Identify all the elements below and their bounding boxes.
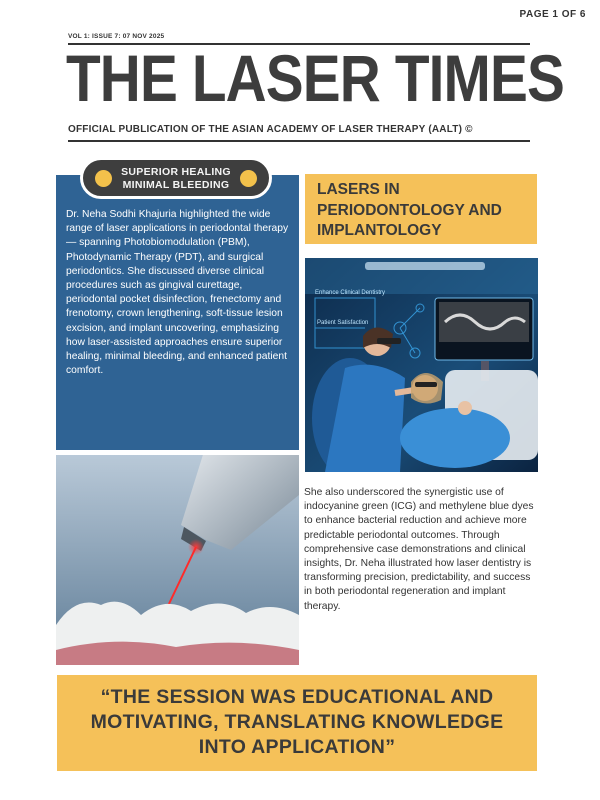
masthead-title: THE LASER TIMES (66, 41, 564, 115)
masthead-subtitle: OFFICIAL PUBLICATION OF THE ASIAN ACADEMY OF LASER THERAPY (AALT) © (68, 124, 473, 135)
badge-line-1: SUPERIOR HEALING (121, 166, 231, 178)
article-heading-box (305, 174, 537, 244)
badge-dot-left (95, 170, 112, 187)
page-number: PAGE 1 OF 6 (519, 9, 586, 20)
pull-quote-box (57, 675, 537, 771)
badge-line-2: MINIMAL BLEEDING (122, 179, 230, 191)
issue-line: VOL 1: ISSUE 7: 07 NOV 2025 (68, 33, 165, 40)
article-body-left: Dr. Neha Sodhi Khajuria highlighted the wide range of laser applications in periodontal therapy — spanning Photobiomodulation (PBM), Photodynamic Therapy (PDT), and surgical periodontics. She discussed diverse clinical procedures such as gingival curettage, periodontal pocket disinfection, frenectomy and frenotomy, crown lengthening, soft-tissue lesion excision, and implant uncovering, emphasizing how laser-assisted approaches ensure superior healing, minimal bleeding, and enhanced patient comfort. (66, 209, 289, 377)
badge-dot-right (240, 170, 257, 187)
article-heading: LASERS IN PERIODONTOLOGY AND IMPLANTOLOGY (317, 181, 502, 239)
masthead-bottom-rule (68, 140, 530, 142)
dental-clinic-photo (305, 258, 538, 472)
highlight-badge (80, 157, 272, 199)
laser-tooth-photo (56, 455, 299, 665)
article-body-right: She also underscored the synergistic use of indocyanine green (ICG) and methylene blue dyes to enhance bacterial reduction and achieve more predictable periodontal outcomes. Through comprehensive case demonstrations and clinical insights, Dr. Neha illustrated how laser dentistry is transforming precision, predictability, and success in both periodontal regeneration and implant therapy. (304, 487, 534, 612)
badge-text (113, 166, 239, 192)
screen-label-2: Patient Satisfaction (317, 320, 369, 326)
screen-label-1: Enhance Clinical Dentistry (315, 290, 386, 296)
pull-quote: “THE SESSION WAS EDUCATIONAL AND MOTIVATING, TRANSLATING KNOWLEDGE INTO APPLICATION” (90, 686, 504, 758)
